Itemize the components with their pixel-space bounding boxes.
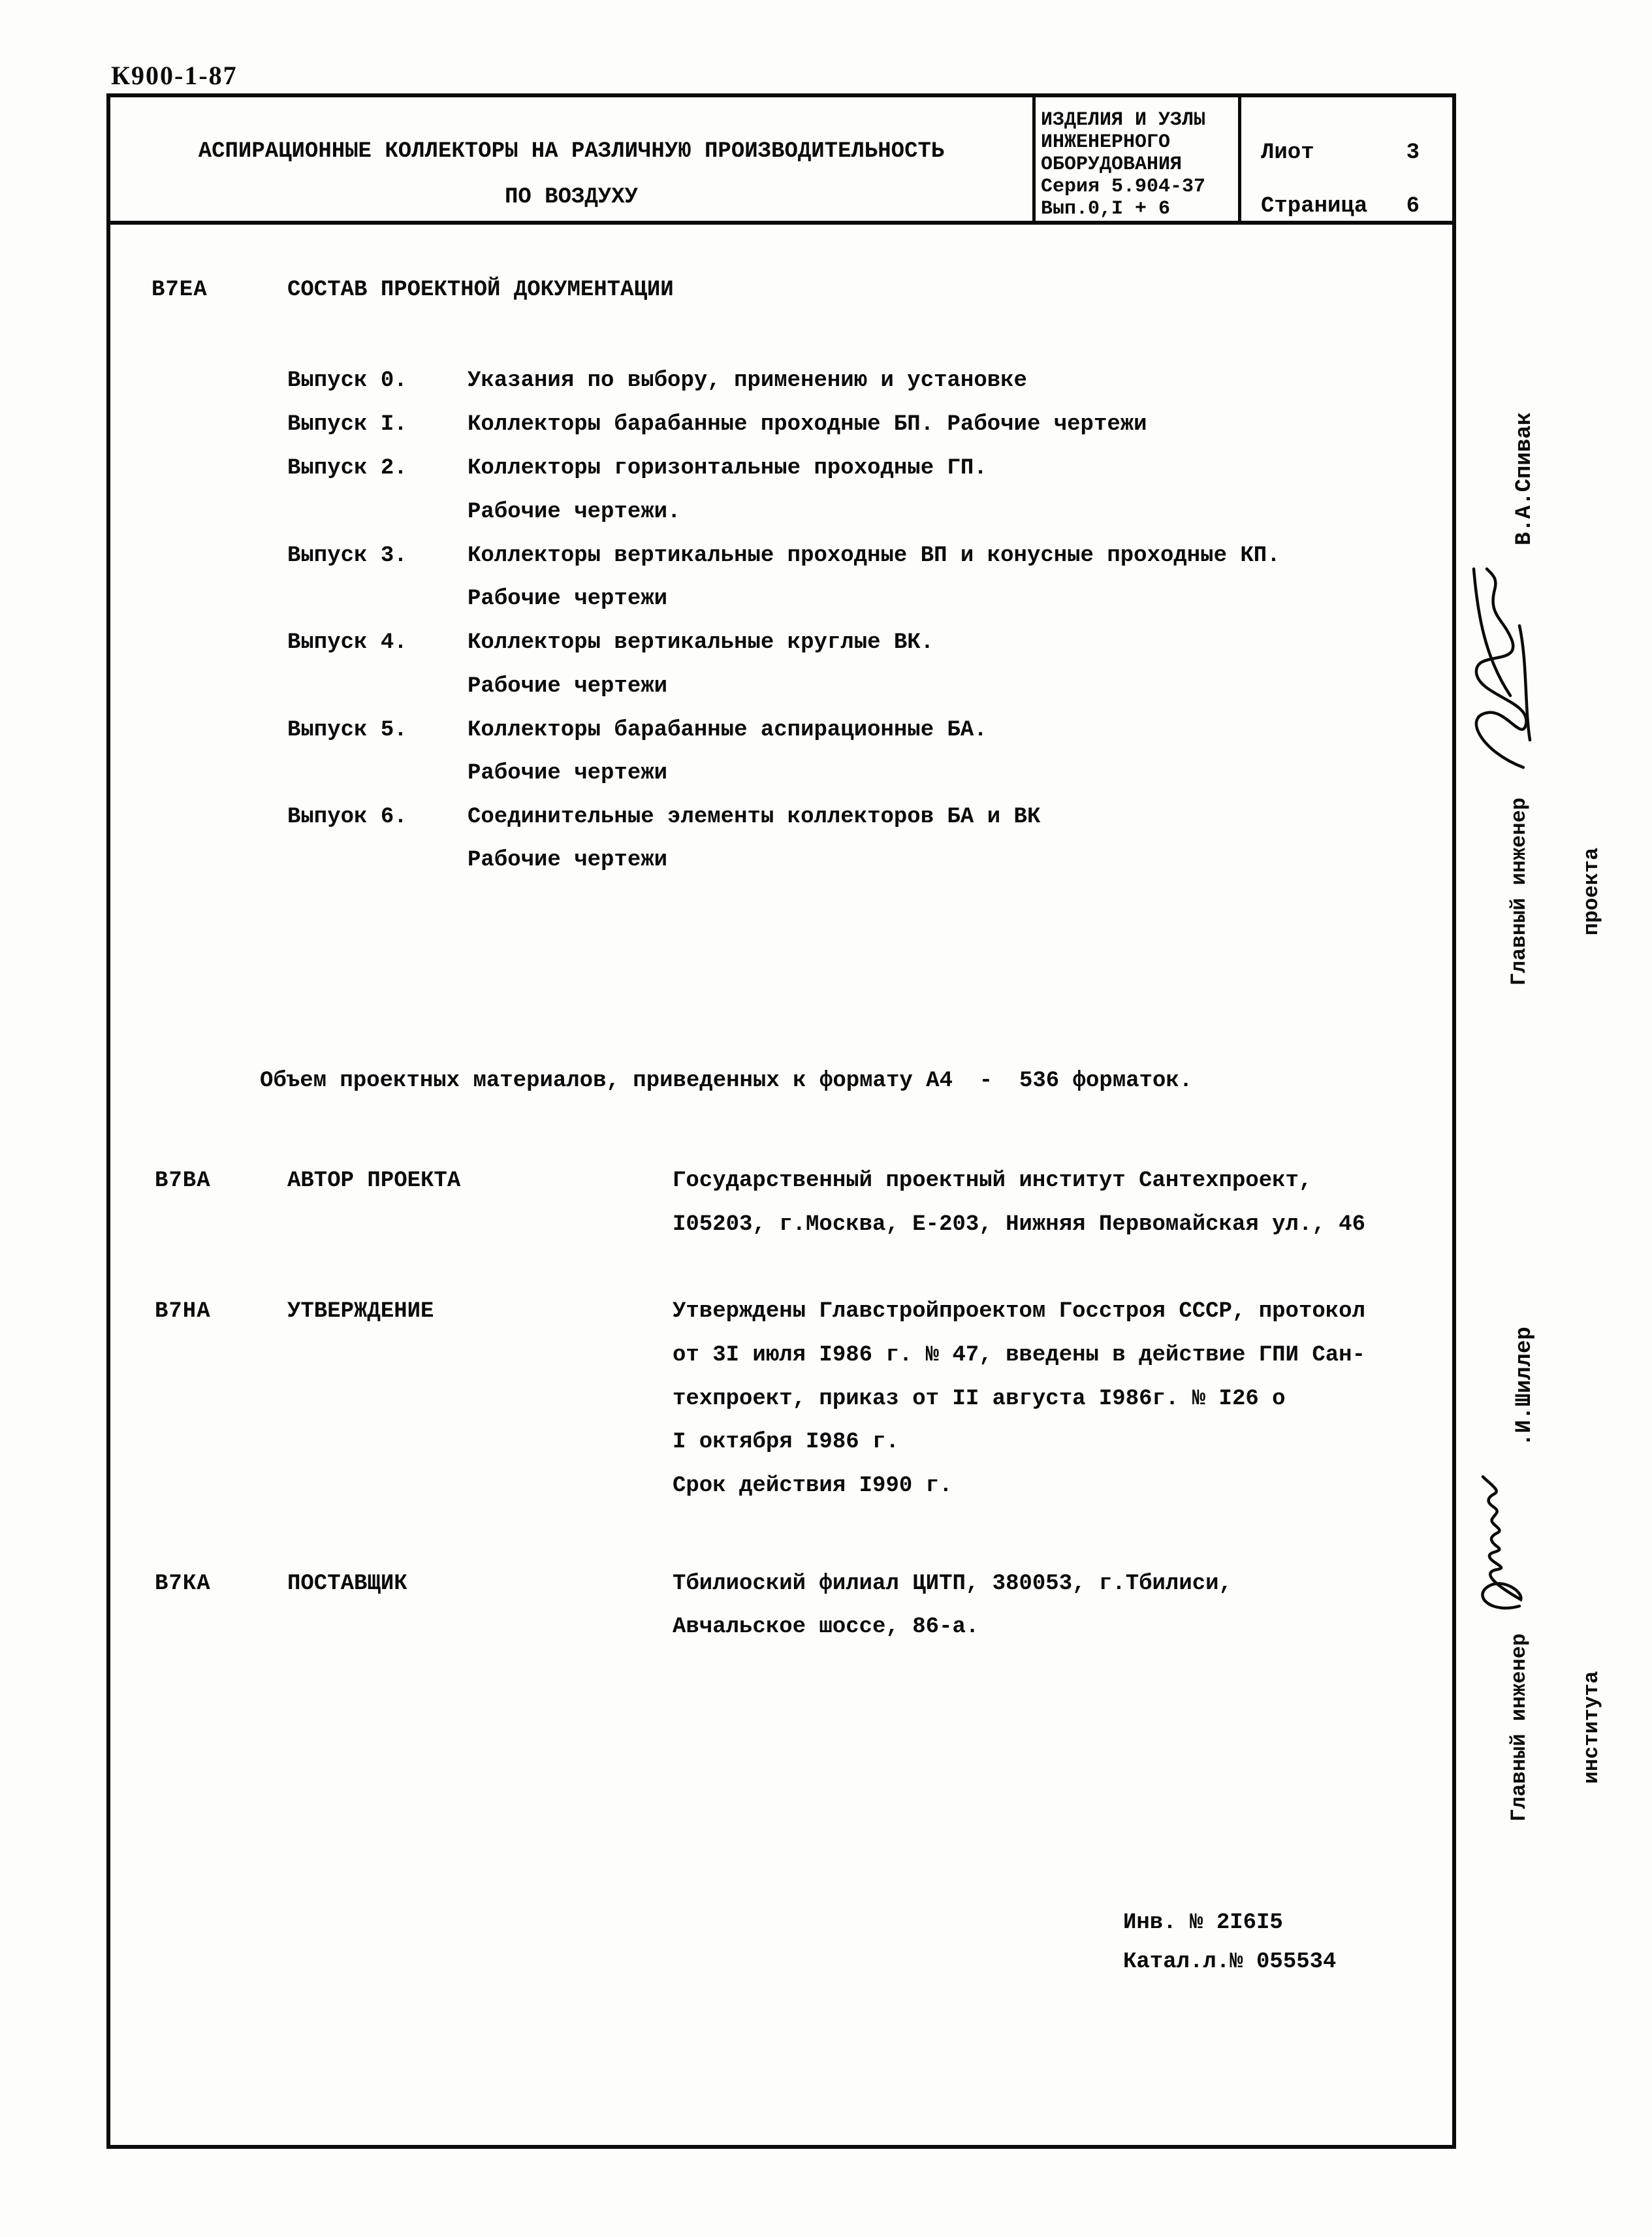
issue-line: Рабочие чертежи	[468, 587, 668, 611]
signer-role	[1459, 797, 1652, 986]
signer-name: В.А.Спивак	[1512, 411, 1537, 545]
issue-line: Рабочие чертежи.	[468, 500, 681, 524]
series-line: ИНЖЕНЕРНОГО	[1041, 131, 1171, 153]
detail-line: Государственный проектный институт Сантехпроект,	[673, 1168, 1312, 1193]
detail-line: I октября I986 г.	[673, 1430, 899, 1455]
sheet-number: 3	[1406, 140, 1420, 165]
issue-line: Коллекторы вертикальные круглые ВК.	[468, 630, 934, 655]
margin-signer-project	[1456, 392, 1604, 1006]
title-block-header	[110, 97, 1452, 225]
section-title: УТВЕРЖДЕНИЕ	[287, 1299, 434, 1324]
detail-line: I05203, г.Москва, Е-203, Нижняя Первомайская ул., 46	[673, 1212, 1365, 1237]
page-label: Страница	[1261, 194, 1368, 219]
document-frame	[106, 93, 1456, 2149]
detail-line: Авчальское шоссе, 86-а.	[673, 1615, 979, 1639]
document-title-line1: АСПИРАЦИОННЫЕ КОЛЛЕКТОРЫ НА РАЗЛИЧНУЮ ПРОИЗВОДИТЕЛЬНОСТЬ	[198, 139, 945, 164]
volume-note: Объем проектных материалов, приведенных к формату А4 - 536 форматок.	[260, 1069, 1193, 1093]
issue-line: Коллекторы вертикальные проходные ВП и конусные проходные КП.	[468, 543, 1280, 568]
sheet-info-cell	[1241, 97, 1452, 221]
detail-line: Срок действия I990 г.	[673, 1473, 953, 1498]
issue-label: Выпуск 4.	[287, 630, 407, 655]
margin-signer-institute	[1456, 1303, 1604, 1845]
issue-label: Выпуск I.	[287, 412, 407, 437]
doc-code: К900-1-87	[111, 61, 238, 90]
detail-line: Утверждены Главстройпроектом Госстроя СССР, протокол	[673, 1299, 1365, 1324]
issue-label: Выпуск 5.	[287, 718, 407, 743]
series-number: Серия 5.904-37	[1041, 176, 1206, 198]
issue-line: Коллекторы барабанные проходные БП. Рабочие чертежи	[468, 412, 1147, 437]
issue-line: Указания по выбору, применению и установке	[468, 368, 1027, 393]
issue-label: Выпуск 0.	[287, 368, 407, 393]
section-code: В7КА	[155, 1571, 211, 1596]
section-title: АВТОР ПРОЕКТА	[287, 1168, 461, 1193]
detail-line: техпроект, приказ от II августа I986г. № I26 о	[673, 1387, 1286, 1411]
issue-line: Соединительные элементы коллекторов БА и ВК	[468, 805, 1041, 829]
series-line: ОБОРУДОВАНИЯ	[1041, 153, 1183, 176]
sheet-row	[1261, 140, 1420, 165]
series-info-cell	[1032, 97, 1241, 221]
page-number: 6	[1406, 194, 1420, 219]
signer-role-line2: проекта	[1580, 847, 1604, 936]
issue-range: Вып.0,I + 6	[1041, 198, 1171, 220]
issue-line: Рабочие чертежи	[468, 674, 668, 699]
signer-name: .И.Шиллер	[1512, 1327, 1537, 1447]
section-code: В7ЕА	[151, 278, 208, 302]
signature-scribble	[1459, 1465, 1538, 1615]
detail-line: Тбилиоский филиал ЦИТП, 380053, г.Тбилиси,	[673, 1571, 1232, 1596]
header-title-cell	[110, 97, 1032, 221]
issue-line: Коллекторы барабанные аспирационные БА.	[468, 718, 987, 743]
series-line: ИЗДЕЛИЯ И УЗЛЫ	[1041, 109, 1206, 131]
section-code: В7НА	[155, 1299, 211, 1324]
issue-line: Рабочие чертежи	[468, 761, 668, 786]
issue-line: Рабочие чертежи	[468, 848, 668, 873]
signature-scribble	[1459, 564, 1538, 779]
issue-label: Выпуок 6.	[287, 805, 407, 829]
signer-role-line1: Главный инженер	[1507, 1633, 1531, 1822]
issue-line: Коллекторы горизонтальные проходные ГП.	[468, 456, 987, 481]
document-title-line2: ПО ВОЗДУХУ	[504, 185, 639, 210]
detail-line: от 3I июля I986 г. № 47, введены в действие ГПИ Сан-	[673, 1343, 1365, 1368]
signer-role-line2: института	[1580, 1671, 1604, 1784]
inventory-number: Инв. № 2I6I5	[1123, 1910, 1283, 1935]
issue-label: Выпуск 2.	[287, 456, 407, 481]
signer-role	[1459, 1633, 1652, 1822]
catalog-number: Катал.л.№ 055534	[1123, 1950, 1337, 1974]
section-code: В7ВА	[155, 1168, 211, 1193]
section-title: СОСТАВ ПРОЕКТНОЙ ДОКУМЕНТАЦИИ	[287, 278, 674, 302]
sheet-label: Лиот	[1261, 140, 1314, 165]
signer-role-line1: Главный инженер	[1507, 797, 1531, 986]
page-row	[1261, 194, 1420, 219]
section-title: ПОСТАВЩИК	[287, 1571, 407, 1596]
issue-label: Выпуск 3.	[287, 543, 407, 568]
